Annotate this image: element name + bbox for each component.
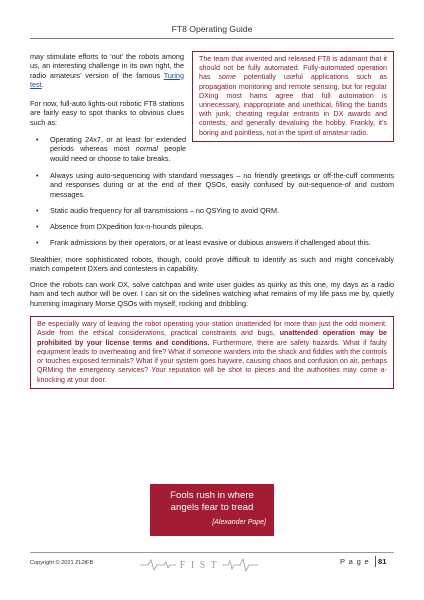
fists-logo-icon xyxy=(140,553,258,575)
callout-emphasis: some xyxy=(218,73,236,82)
automation-callout-box xyxy=(192,51,394,142)
quote-attribution: [Alexander Pope] xyxy=(212,519,266,526)
quote-line-2: angels fear to tread xyxy=(170,502,254,513)
turing-test-link[interactable]: Turing test xyxy=(30,70,184,90)
quote-line-1: Fools rush in where xyxy=(170,490,254,501)
bullet-1-text: Operating 24x7, or at least for extended periods whereas most xyxy=(50,135,186,154)
callout-text-1: The team that invented and released FT8 is adamant that it should not be fully automated. Fully-automated operation has xyxy=(199,55,387,82)
body-paragraph-robots: Stealthier, more sophisticated robots, though, could prove difficult to identify as such and might conceivably match competent DXers and contesters in capability. xyxy=(30,255,394,274)
body-paragraph-future: Once the robots can work DX, solve catchpas and write user guides as quirky as this one, my days as a radio ham and tech author will be over. I can sit on the sidelines watching what remains of my life pass me by, quietly humming imaginary Morse QSOs with myself, rocking and dribbling. xyxy=(30,280,394,308)
page-header xyxy=(30,24,394,39)
intro-text: may stimulate efforts to ‘out’ the robots among us, an interesting challenge in its own right, the radio amateurs’ version of the famous xyxy=(30,52,184,80)
quote-box xyxy=(150,484,274,536)
bullet-text: Always using auto-sequencing with standard messages – no friendly greetings or off-the-cuff comments and responses during or at the end of their QSOs, easily confused by out-sequence-of and custom messages. xyxy=(50,171,394,199)
footer-copyright: Copyright © 2021 ZL2iFB xyxy=(30,560,94,566)
bullet-item xyxy=(36,171,394,199)
warning-text-1: Be especially wary of leaving the robot operating your station unattended for more than just the odd moment. Aside from the ethical considerations, practical constraints and bugs, xyxy=(37,320,387,338)
logo-text: F I S T xyxy=(179,560,219,571)
bullet-icon: • xyxy=(36,222,39,231)
footer-page-separator xyxy=(375,556,376,567)
unattended-warning-box xyxy=(30,316,394,389)
bullet-icon: • xyxy=(36,171,39,180)
intro-text-end: . xyxy=(41,80,44,90)
bullet-item xyxy=(36,238,394,248)
footer-page-number: 81 xyxy=(378,557,387,566)
bullet-item xyxy=(36,135,184,163)
footer-page-label: P a g e xyxy=(340,557,370,566)
bullet-icon: • xyxy=(36,206,39,215)
intro-paragraph-2: For now, full-auto lights-out robotic FT8 stations are fairly easy to spot thanks to obvious clues such as: xyxy=(30,99,184,127)
warning-bold-text: unattended operation may be prohibited by your license terms and conditions. xyxy=(37,329,388,347)
bullet-text xyxy=(50,135,186,163)
bullet-item xyxy=(36,206,394,216)
callout-text-2: potentially useful applications such as propagation monitoring and remote sensing, but for regular DXing most hams agree that full automation is unnecessary, inappropriate and unethical, filling the bands with junk, cheating regular entrants in DX awards and contests, and generally devaluing the hobby. Frankly, it’s boring and pointless, not in the spirit of amateur radio. xyxy=(199,73,387,137)
bullet-item xyxy=(36,222,394,232)
bullet-text: Absence from DXpedition fox-n-hounds pileups. xyxy=(50,222,204,231)
bullet-text: Static audio frequency for all transmissions – no QSYing to avoid QRM. xyxy=(50,206,280,215)
bullet-icon: • xyxy=(36,238,39,247)
bullet-icon: • xyxy=(36,135,39,144)
bullet-1-emphasis: normal xyxy=(135,144,158,154)
intro-paragraph-1 xyxy=(30,52,184,90)
header-title: FT8 Operating Guide xyxy=(171,24,253,34)
warning-text-2: Furthermore, there are safety hazards. What if faulty equipment leads to overheating and fire? What if someone wanders into the shack and fiddles with the controls or touches exposed terminals? What if your system goes haywire, causing chaos and confusion on air, perhaps QRMing the emergency services? Your reputation will be shot to pieces and the authorities may come a-knocking at your door. xyxy=(37,338,387,384)
bullet-text: Frank admissions by their operators, or at least evasive or dubious answers if challenged about this. xyxy=(50,238,371,247)
bullet-1-text-end: people would need or choose to take breaks. xyxy=(50,144,186,163)
